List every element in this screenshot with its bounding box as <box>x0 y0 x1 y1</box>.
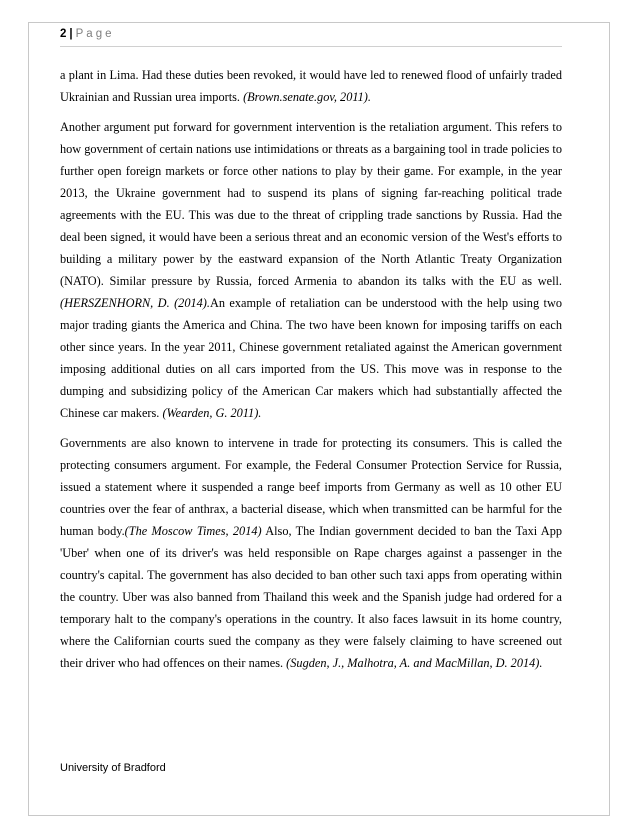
paragraph-3 <box>60 432 562 674</box>
paragraph-text-continued: An example of retaliation can be understood with the help using two major trading giants the America and China. The two have been known for imposing tariffs on each other since years. In the year 2011, Chinese government retaliated against the American government imposing additional duties on all cars imported from the US. This move was in response to the dumping and subsidizing policy of the American Car makers which had substantially affected the Chinese car makers. <box>60 296 562 420</box>
paragraph-text: Another argument put forward for government intervention is the retaliation argument. This refers to how government of certain nations use intimidations or threats as a bargaining tool in trade policies to further open foreign markets or force other nations to play by their game. For example, in the year 2013, the Ukraine government had to suspend its plans of signing far-reaching political trade agreements with the EU. This was due to the threat of crippling trade sanctions by Russia. Had the deal been signed, it would have been a serious threat and an economic version of the West's efforts to building a military power by the eastward expansion of the North Atlantic Treaty Organization (NATO). Similar pressure by Russia, forced Armenia to abandon its talks with the EU as well. <box>60 120 562 288</box>
citation: (Brown.senate.gov, 2011). <box>243 90 371 104</box>
page-word: Page <box>75 28 115 40</box>
page-number: 2 <box>60 28 67 40</box>
paragraph-text: Governments are also known to intervene in trade for protecting its consumers. This is called the protecting consumers argument. For example, the Federal Consumer Protection Service for Russia, issued a statement where it suspended a range beef imports from Germany as well as 10 other EU countries over the fear of anthrax, a bacterial disease, which when transmitted can be harmful for the human body. <box>60 436 562 538</box>
paragraph-text-continued: Also, The Indian government decided to ban the Taxi App 'Uber' when one of its driver's was held responsible on Rape charges against a passenger in the country's capital. The government has also decided to ban other such taxi apps from operating within the country. Uber was also banned from Thailand this week and the Spanish judge had ordered for a temporary halt to the company's operations in the country. It also faces lawsuit in its home country, where the Californian courts sued the company as they were falsely claiming to have screened out their driver who had offences on their names. <box>60 524 562 670</box>
citation: (The Moscow Times, 2014) <box>124 524 262 538</box>
citation: (Wearden, G. 2011). <box>162 406 262 420</box>
document-body <box>60 64 562 674</box>
paragraph-text: a plant in Lima. Had these duties been revoked, it would have led to renewed flood of unfairly traded Ukrainian and Russian urea imports. <box>60 68 562 104</box>
paragraph-1 <box>60 64 562 108</box>
page-footer: University of Bradford <box>60 762 166 774</box>
citation: (Sugden, J., Malhotra, A. and MacMillan, D. 2014). <box>286 656 543 670</box>
header-separator: | <box>69 28 73 40</box>
citation: (HERSZENHORN, D. (2014). <box>60 296 210 310</box>
page-header <box>60 28 562 47</box>
paragraph-2 <box>60 116 562 424</box>
